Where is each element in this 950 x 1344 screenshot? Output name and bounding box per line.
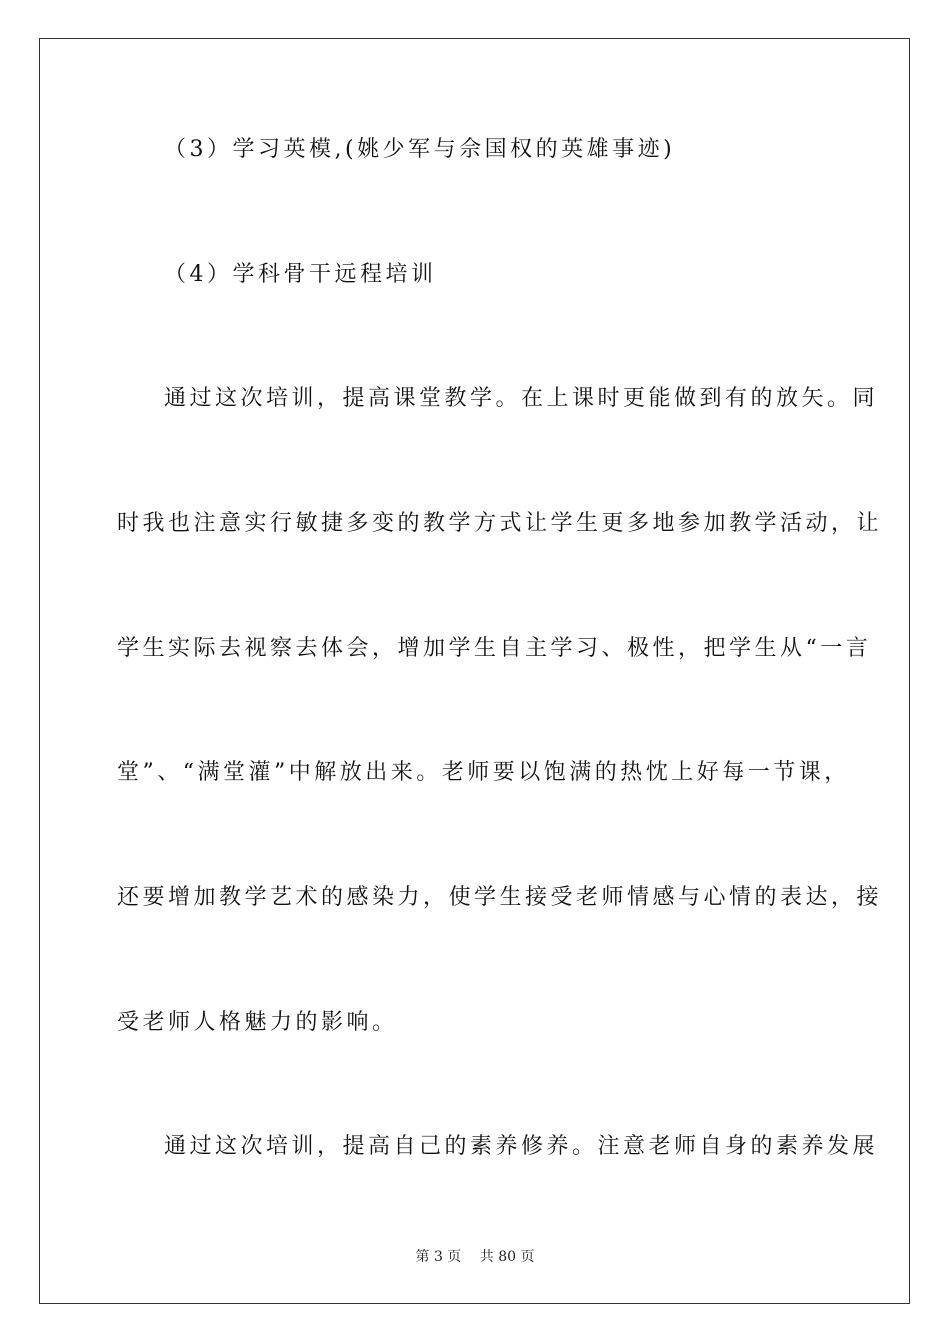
- paragraph-line: 时我也注意实行敏捷多变的教学方式让学生更多地参加教学活动，让: [117, 511, 883, 536]
- page-number-footer: 第 3 页 共 80 页: [415, 1249, 535, 1265]
- list-item-3: （3）学习英模,(姚少军与佘国权的英雄事迹): [164, 137, 676, 162]
- paragraph-line: 通过这次培训，提高自己的素养修养。注意老师自身的素养发展: [164, 1134, 879, 1159]
- list-item-4: （4）学科骨干远程培训: [164, 262, 437, 287]
- paragraph-line: 堂”、“满堂灌”中解放出来。老师要以饱满的热忱上好每一节课，: [117, 760, 850, 785]
- paragraph-line: 学生实际去视察去体会，增加学生自主学习、极性，把学生从“一言: [117, 636, 872, 661]
- paragraph-line: 还要增加教学艺术的感染力，使学生接受老师情感与心情的表达，接: [117, 885, 883, 910]
- paragraph-line: 受老师人格魅力的影响。: [117, 1010, 398, 1035]
- page-border: [39, 38, 910, 1304]
- paragraph-line: 通过这次培训，提高课堂教学。在上课时更能做到有的放矢。同: [164, 386, 879, 411]
